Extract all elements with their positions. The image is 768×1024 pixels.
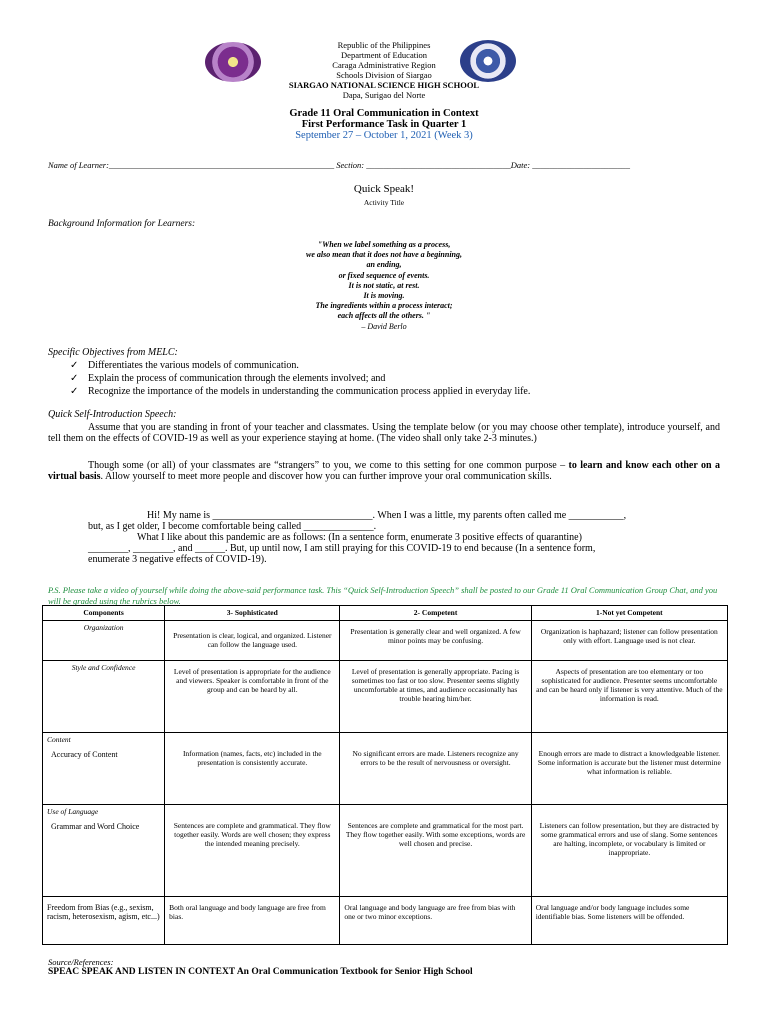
- header-department: Department of Education: [341, 50, 427, 60]
- speech-paragraph-2: [48, 460, 720, 482]
- header-components: Components: [43, 606, 165, 621]
- quote-line: we also mean that it does not have a beginning,: [305, 250, 462, 260]
- table-row: [43, 897, 728, 945]
- score-1-cell: Organization is haphazard; listener can follow presentation only with effort. Language used is not clear.: [531, 621, 727, 661]
- score-2-cell: Sentences are complete and grammatical for the most part. They flow together easily. With some exceptions, words are well chosen and precise.: [340, 805, 531, 897]
- template-line: Hi! My name is ________________________________. When I was a little, my parents often called me ___________,: [147, 510, 627, 521]
- component-subheading: Grammar and Word Choice: [51, 822, 140, 831]
- speech-p2-text: Though some (or all) of your classmates are “strangers” to you, we come to this setting for one common purpose –: [88, 460, 569, 471]
- list-item: [70, 372, 530, 385]
- score-3-cell: Presentation is clear, logical, and organized. Listener can follow the language used.: [165, 621, 340, 661]
- score-2-cell: Level of presentation is generally appropriate. Pacing is sometimes too fast or too slow. Presenter seems slightly uncomfortable at times, and audience occasionally has trouble hearing him/her.: [340, 661, 531, 733]
- table-header-row: [43, 606, 728, 621]
- template-line: but, as I get older, I become comfortable being called ______________.: [88, 521, 377, 532]
- template-line: ________, ________, and ______. But, up until now, I am still praying for this COVID-19 to end because (In a sentence form,: [88, 543, 596, 554]
- score-2-cell: Oral language and body language are free from bias with one or two minor exceptions.: [340, 897, 531, 945]
- speech-p2-end: . Allow yourself to meet more people and discover how you can further improve your oral communication skills.: [100, 471, 552, 482]
- template-line: What I like about this pandemic are as follows: (In a sentence form, enumerate 3 positive effects of quarantine): [137, 532, 582, 543]
- learner-info-line: Name of Learner:_____________________________________________________ Section: __________________________________Date: _______________________: [48, 160, 630, 170]
- objective-text: Differentiates the various models of communication.: [88, 360, 299, 371]
- objectives-label: Specific Objectives from MELC:: [48, 347, 178, 358]
- quote-line: It is not static, at rest.: [348, 280, 420, 290]
- component-cell: [43, 805, 165, 897]
- quote-line: "When we label something as a process,: [317, 240, 451, 249]
- component-heading: Use of Language: [47, 807, 99, 816]
- header-region: Caraga Administrative Region: [332, 60, 436, 70]
- source-label: Source/References:: [48, 957, 114, 967]
- table-row: [43, 661, 728, 733]
- header-division: Schools Division of Siargao: [336, 70, 432, 80]
- objective-text: Recognize the importance of the models in understanding the communication process applied in everyday life.: [88, 386, 531, 397]
- header-school: SIARGAO NATIONAL SCIENCE HIGH SCHOOL: [288, 80, 480, 90]
- score-1-cell: Oral language and/or body language includes some identifiable bias. Some listeners will be offended.: [531, 897, 727, 945]
- checkmark-icon: ✓: [70, 373, 79, 384]
- component-subheading: Accuracy of Content: [51, 750, 118, 759]
- score-3-cell: Both oral language and body language are free from bias.: [165, 897, 340, 945]
- quote-line: It is moving.: [363, 291, 405, 301]
- component-cell: Organization: [43, 621, 165, 661]
- background-label: Background Information for Learners:: [48, 219, 196, 229]
- component-cell: [43, 733, 165, 805]
- header-sophisticated: 3- Sophisticated: [165, 606, 340, 621]
- activity-subtitle: Activity Title: [363, 198, 405, 207]
- objective-text: Explain the process of communication through the elements involved; and: [88, 373, 386, 384]
- quote-line: each affects all the others. ": [337, 311, 431, 321]
- component-heading: Content: [47, 735, 71, 744]
- score-1-cell: Enough errors are made to distract a knowledgeable listener. Some information is accurate but the listener must determine what information is reliable.: [531, 733, 727, 805]
- score-1-cell: Listeners can follow presentation, but they are distracted by some grammatical errors and use of slang. Some sentences are halting, incomplete, or vocabulary is limited or inappropriate.: [531, 805, 727, 897]
- berlo-quote: [0, 240, 768, 332]
- component-cell: Freedom from Bias (e.g., sexism, racism, heterosexism, agism, etc...): [43, 897, 165, 945]
- quote-author: – David Berlo: [361, 321, 407, 331]
- title-block: [0, 108, 768, 141]
- template-line: enumerate 3 negative effects of COVID-19).: [88, 554, 267, 565]
- score-3-cell: Information (names, facts, etc) included in the presentation is consistently accurate.: [165, 733, 340, 805]
- source-title: SPEAC SPEAK AND LISTEN IN CONTEXT An Oral Communication Textbook for Senior High School: [48, 967, 473, 977]
- objectives-list: [70, 359, 530, 398]
- task-title: First Performance Task in Quarter 1: [301, 119, 467, 130]
- speech-template: [48, 510, 720, 565]
- quote-line: or fixed sequence of events.: [338, 270, 430, 280]
- ps-note: P.S. Please take a video of yourself while doing the above-said performance task. This “Quick Self-Introduction Speech” shall be posted to our Grade 11 Oral Communication Group Chat, and you will be graded using the rubrics below.: [48, 585, 718, 606]
- score-3-cell: Sentences are complete and grammatical. They flow together easily. Words are well chosen; they express the intended meaning precisely.: [165, 805, 340, 897]
- score-2-cell: Presentation is generally clear and well organized. A few minor points may be confusing.: [340, 621, 531, 661]
- header-competent: 2- Competent: [340, 606, 531, 621]
- list-item: [70, 359, 530, 372]
- speech-label: Quick Self-Introduction Speech:: [48, 409, 177, 420]
- course-title: Grade 11 Oral Communication in Context: [289, 108, 479, 119]
- activity-title: Quick Speak!: [353, 183, 415, 195]
- rubric-table: [42, 605, 728, 945]
- task-date: September 27 – October 1, 2021 (Week 3): [295, 130, 473, 141]
- table-row: [43, 805, 728, 897]
- quote-line: The ingredients within a process interact;: [315, 301, 453, 311]
- letterhead: [0, 40, 768, 100]
- component-cell: Style and Confidence: [43, 661, 165, 733]
- score-2-cell: No significant errors are made. Listeners recognize any errors to be the result of nervousness or oversight.: [340, 733, 531, 805]
- speech-p2-emphasis: to learn and know each other on a virtual basis: [48, 460, 720, 482]
- checkmark-icon: ✓: [70, 360, 79, 371]
- header-not-yet-competent: 1-Not yet Competent: [531, 606, 727, 621]
- score-3-cell: Level of presentation is appropriate for the audience and viewers. Speaker is comfortable in front of the group and can be heard by all.: [165, 661, 340, 733]
- checkmark-icon: ✓: [70, 386, 79, 397]
- header-republic: Republic of the Philippines: [337, 40, 431, 50]
- table-row: [43, 733, 728, 805]
- header-address: Dapa, Surigao del Norte: [342, 90, 426, 100]
- score-1-cell: Aspects of presentation are too elementary or too sophisticated for audience. Presenter seems uncomfortable and can be heard only if listener is very attentive. Much of the information is read.: [531, 661, 727, 733]
- list-item: [70, 385, 530, 398]
- speech-paragraph-1: [48, 422, 720, 444]
- quote-line: an ending,: [366, 260, 402, 270]
- speech-p1-text: Assume that you are standing in front of your teacher and classmates. Using the template below (or you may choose other template), introduce yourself, and tell them on the effects of COVID-19 as well as your experience staying at home. (The video shall only take 2-3 minutes.): [48, 422, 720, 444]
- table-row: [43, 621, 728, 661]
